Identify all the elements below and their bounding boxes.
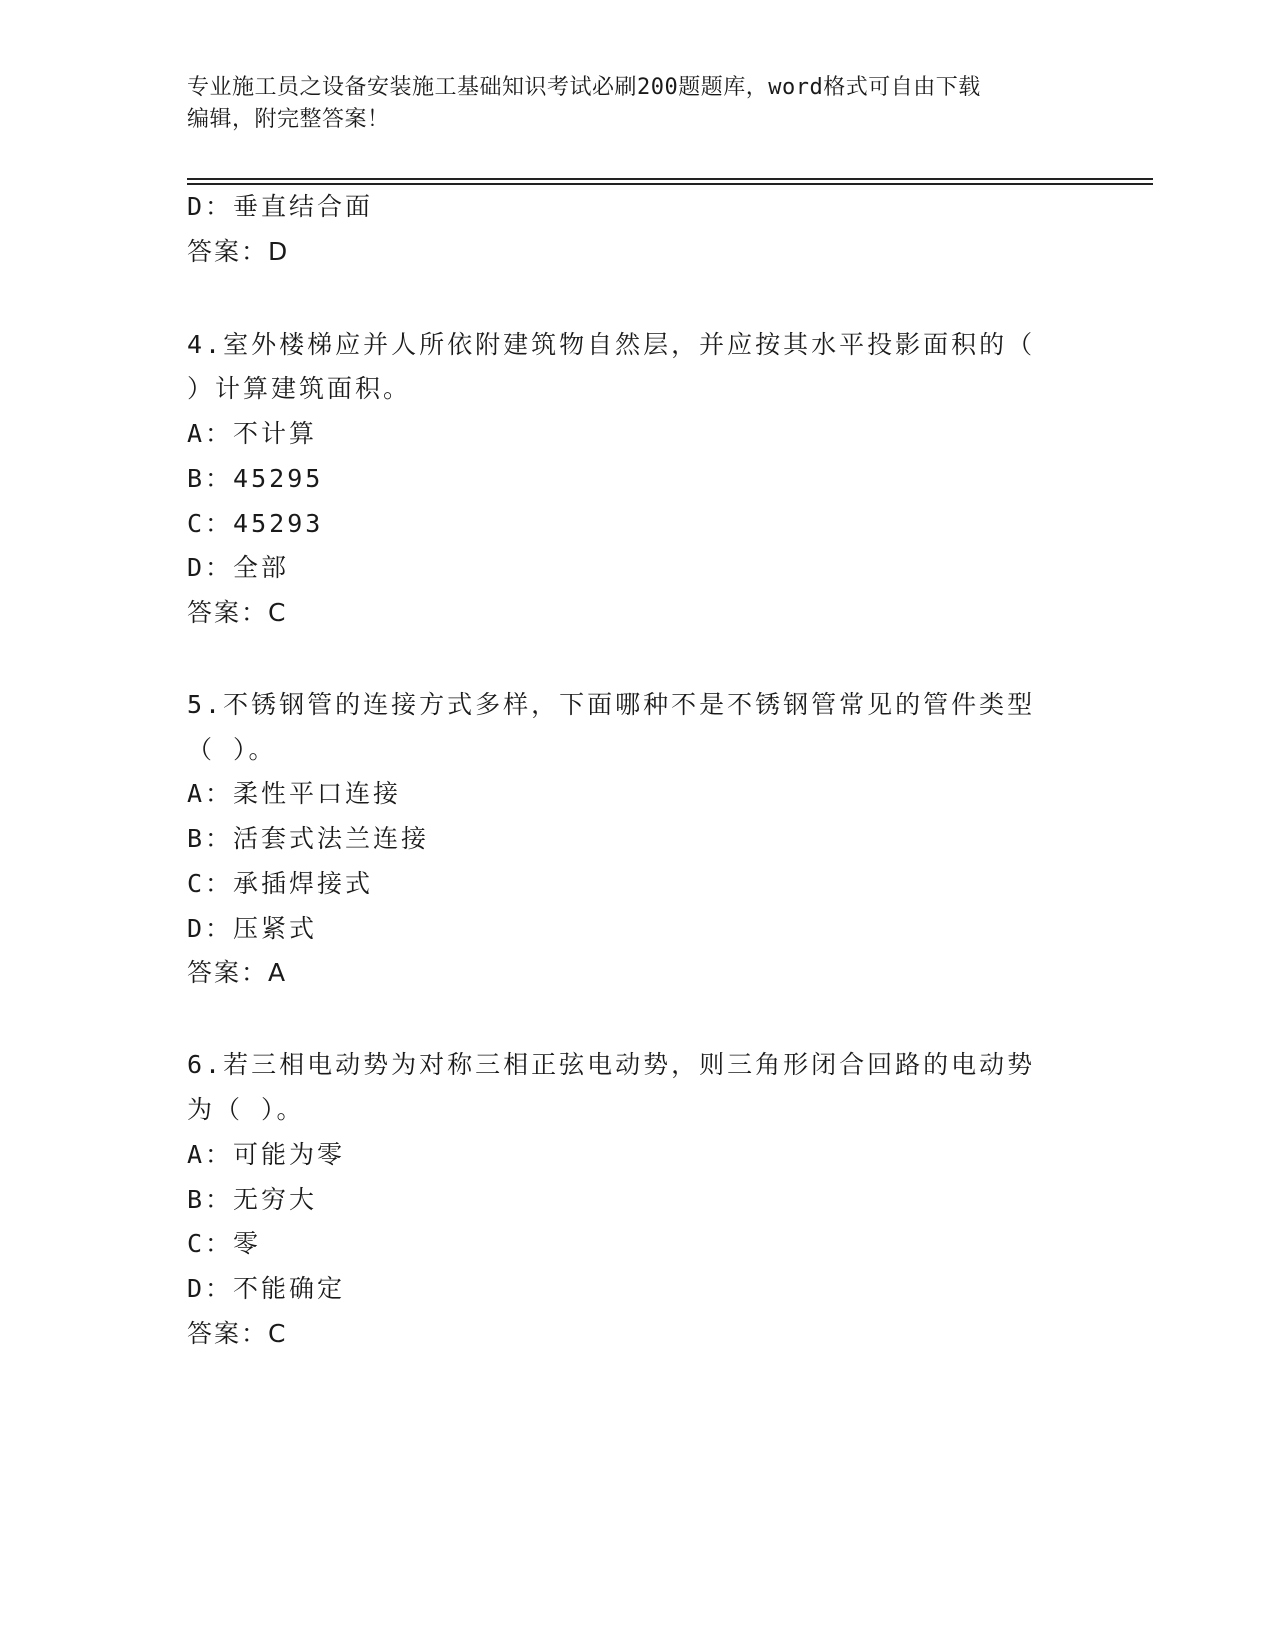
q5-text-line-1: 5.不锈钢管的连接方式多样，下面哪种不是不锈钢管常见的管件类型 bbox=[187, 690, 1036, 719]
q4-option-b: B：45295 bbox=[187, 464, 324, 493]
q6-text-line-2: 为（ ）。 bbox=[187, 1095, 305, 1124]
q4-text-line-1: 4.室外楼梯应并人所依附建筑物自然层，并应按其水平投影面积的（ bbox=[187, 330, 1036, 359]
header-line-2: 编辑，附完整答案！ bbox=[187, 107, 390, 132]
q5-option-c: C：承插焊接式 bbox=[187, 869, 374, 898]
q5-answer: 答案：A bbox=[187, 958, 288, 987]
q6-answer: 答案：C bbox=[187, 1319, 288, 1348]
q6-option-d: D：不能确定 bbox=[187, 1274, 346, 1303]
q4-option-a: A：不计算 bbox=[187, 419, 318, 448]
prev-option-d: D：垂直结合面 bbox=[187, 192, 374, 221]
q4-option-d: D：全部 bbox=[187, 553, 290, 582]
q5-option-b: B：活套式法兰连接 bbox=[187, 824, 430, 853]
q5-text-line-2: （ ）。 bbox=[187, 735, 277, 764]
q4-option-c: C：45293 bbox=[187, 509, 324, 538]
prev-answer: 答案：D bbox=[187, 237, 290, 266]
q5-option-a: A：柔性平口连接 bbox=[187, 779, 402, 808]
header-line-1: 专业施工员之设备安装施工基础知识考试必刷200题题库，word格式可自由下载 bbox=[187, 75, 981, 100]
q5-option-d: D：压紧式 bbox=[187, 914, 318, 943]
header-rule-top bbox=[187, 178, 1153, 180]
q6-option-a: A：可能为零 bbox=[187, 1140, 346, 1169]
q6-text-line-1: 6.若三相电动势为对称三相正弦电动势，则三角形闭合回路的电动势 bbox=[187, 1050, 1036, 1079]
q6-option-b: B：无穷大 bbox=[187, 1185, 318, 1214]
header-rule-bottom bbox=[187, 183, 1153, 185]
q4-answer: 答案：C bbox=[187, 598, 288, 627]
document-header bbox=[187, 72, 1087, 136]
q4-text-line-2: ）计算建筑面积。 bbox=[187, 374, 412, 403]
q6-option-c: C：零 bbox=[187, 1229, 262, 1258]
